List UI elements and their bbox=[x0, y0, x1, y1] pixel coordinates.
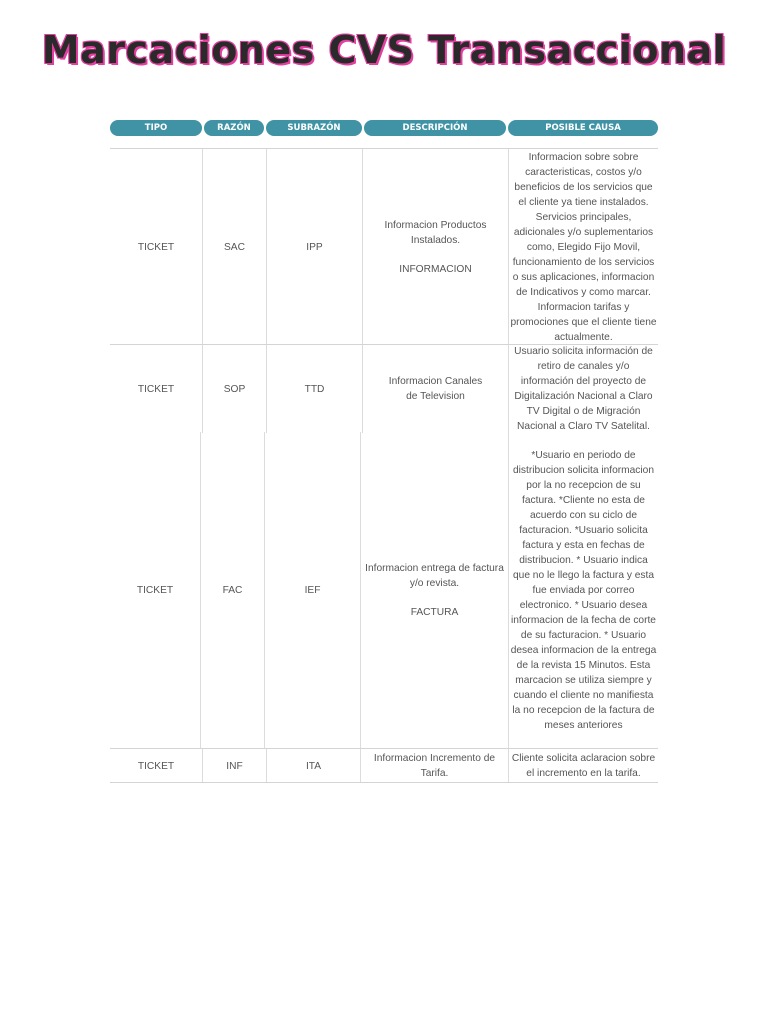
cell-tipo: TICKET bbox=[137, 383, 175, 395]
cell-razon: FAC bbox=[200, 432, 264, 748]
cell-razon: SOP bbox=[202, 345, 266, 433]
descripcion-tag: INFORMACION bbox=[399, 263, 472, 275]
header-posible-causa: POSIBLE CAUSA bbox=[508, 120, 658, 136]
descripcion-text: Informacion Canales de Television bbox=[388, 376, 483, 402]
table-row bbox=[110, 344, 658, 433]
cell-razon: SAC bbox=[202, 149, 266, 345]
cell-descripcion bbox=[362, 345, 508, 433]
cell-descripcion bbox=[360, 749, 508, 783]
cell-posible-causa: Informacion sobre sobre caracteristicas, costos y/o beneficios de los servicios que el cliente ya tiene instalados. Servicios principales, adicionales y/o suplementarios como, Elegido Fijo Movil, funcionamiento de los servicios o sus aplicaciones, informacion de Indicativos y como marcar. Informacion tarifas y promociones que el cliente tiene actualmente. bbox=[508, 149, 658, 345]
descripcion-text: Informacion Productos Instalados. bbox=[384, 219, 487, 246]
cell-razon: INF bbox=[202, 749, 266, 783]
page-title: Marcaciones CVS Transaccional bbox=[41, 28, 727, 72]
table-row bbox=[110, 148, 658, 345]
cell-tipo: TICKET bbox=[137, 241, 175, 253]
header-razon: RAZÓN bbox=[204, 120, 264, 136]
table-header bbox=[110, 120, 658, 136]
table-bottom-border bbox=[110, 782, 658, 783]
descripcion-text: Informacion entrega de factura y/o revista. bbox=[365, 562, 504, 589]
cell-descripcion bbox=[362, 149, 508, 345]
cell-subrazon: IEF bbox=[264, 432, 360, 748]
cell-subrazon: TTD bbox=[266, 345, 362, 433]
cell-subrazon: ITA bbox=[266, 749, 360, 783]
cell-tipo: TICKET bbox=[136, 584, 174, 596]
cell-posible-causa: Cliente solicita aclaracion sobre el incremento en la tarifa. bbox=[508, 749, 658, 783]
cell-tipo: TICKET bbox=[137, 760, 175, 772]
descripcion-text: Informacion Incremento de Tarifa. bbox=[373, 753, 496, 779]
cell-subrazon: IPP bbox=[266, 149, 362, 345]
cell-posible-causa: *Usuario en periodo de distribucion solicita informacion por la no recepcion de su factura. *Cliente no esta de acuerdo con su ciclo de facturacion. *Usuario solicita factura y esta en fechas de distribucion. * Usuario indica que no le llego la factura y esta fue enviada por correo electronico. * Usuario desea informacion de la fecha de corte de su facturacion. * Usuario desea informacion de la entrega de la revista 15 Minutos. Esta marcacion se utiliza siempre y cuando el cliente no manifiesta la no recepcion de la factura de meses anteriores bbox=[508, 432, 658, 748]
header-descripcion: DESCRIPCIÓN bbox=[364, 120, 506, 136]
table-row bbox=[110, 748, 658, 783]
header-subrazon: SUBRAZÓN bbox=[266, 120, 362, 136]
table-row bbox=[110, 432, 658, 748]
header-tipo: TIPO bbox=[110, 120, 202, 136]
cell-posible-causa: Usuario solicita información de retiro de canales y/o información del proyecto de Digitalización Nacional a Claro TV Digital o de Migración Nacional a Claro TV Satelital. bbox=[508, 345, 658, 433]
cell-descripcion bbox=[360, 432, 508, 748]
descripcion-tag: FACTURA bbox=[410, 606, 459, 618]
